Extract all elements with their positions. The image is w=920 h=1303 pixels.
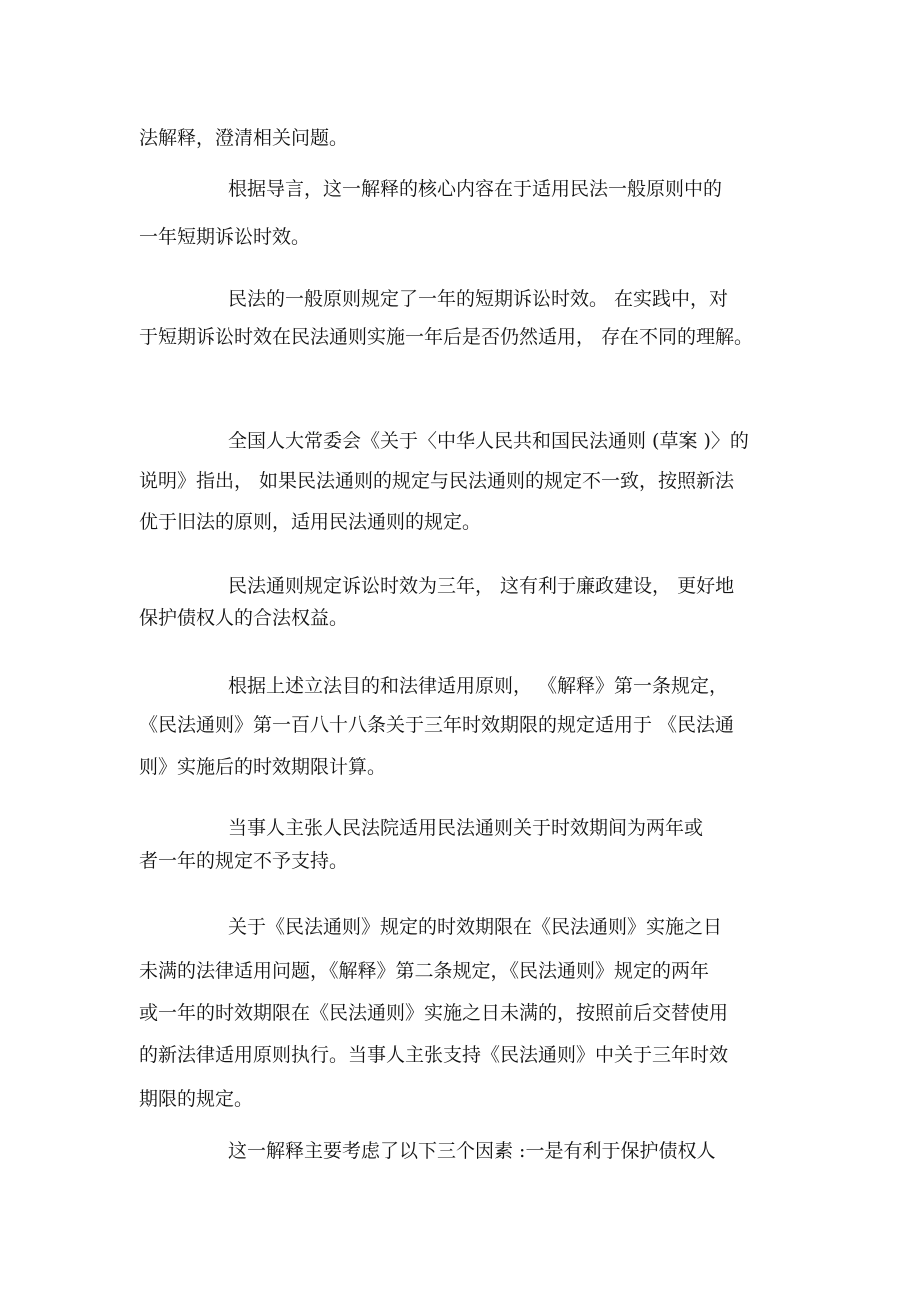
paragraph-first-line: 根据上述立法目的和法律适用原则， 《解释》第一条规定， bbox=[228, 675, 729, 697]
paragraph-first-line: 民法通则规定诉讼时效为三年， 这有利于廉政建设， 更好地 bbox=[228, 575, 735, 597]
text-line: 或一年的时效期限在《民法通则》实施之日未满的，按照前后交替使用 bbox=[139, 1002, 729, 1024]
text-line: 于短期诉讼时效在民法通则实施一年后是否仍然适用， 存在不同的理解。 bbox=[139, 326, 754, 348]
text-line: 保护债权人的合法权益。 bbox=[139, 607, 349, 629]
text-line: 说明》指出， 如果民法通则的规定与民法通则的规定不一致，按照新法 bbox=[139, 470, 735, 492]
text-line: 一年短期诉讼时效。 bbox=[139, 226, 311, 248]
text-line: 者一年的规定不予支持。 bbox=[139, 850, 349, 872]
paragraph-first-line: 当事人主张人民法院适用民法通则关于时效期间为两年或 bbox=[228, 817, 704, 839]
paragraph-first-line: 全国人大常委会《关于〈中华人民共和国民法通则 (草案 )〉的 bbox=[228, 430, 749, 452]
paragraph-first-line: 关于《民法通则》规定的时效期限在《民法通则》实施之日 bbox=[228, 916, 723, 938]
text-line: 则》实施后的时效期限计算。 bbox=[139, 756, 387, 778]
paragraph-first-line: 根据导言，这一解释的核心内容在于适用民法一般原则中的 bbox=[228, 178, 723, 200]
text-line: 优于旧法的原则，适用民法通则的规定。 bbox=[139, 511, 482, 533]
text-line: 期限的规定。 bbox=[139, 1088, 254, 1110]
text-line: 的新法律适用原则执行。当事人主张支持《民法通则》中关于三年时效 bbox=[139, 1044, 729, 1066]
text-line: 《民法通则》第一百八十八条关于三年时效期限的规定适用于 《民法通 bbox=[139, 714, 735, 736]
paragraph-first-line: 民法的一般原则规定了一年的短期诉讼时效。 在实践中，对 bbox=[228, 288, 729, 310]
paragraph-first-line: 这一解释主要考虑了以下三个因素 :一是有利于保护债权人 bbox=[228, 1140, 716, 1162]
text-line: 未满的法律适用问题，《解释》第二条规定，《民法通则》规定的两年 bbox=[139, 960, 710, 982]
text-line: 法解释，澄清相关问题。 bbox=[139, 127, 349, 149]
